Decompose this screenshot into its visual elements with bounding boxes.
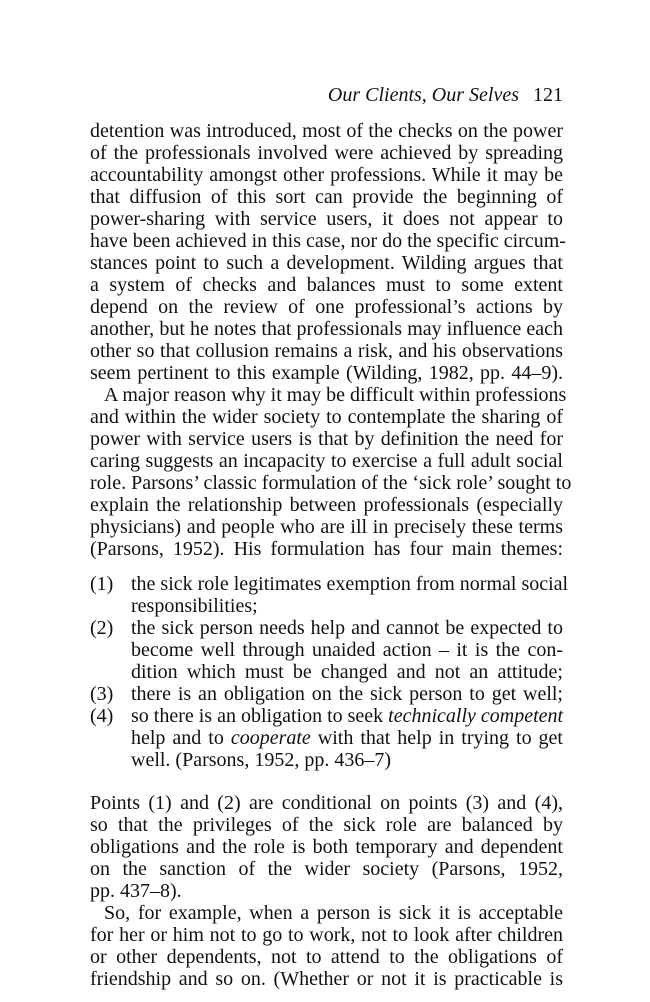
paragraph-sick-role [90, 384, 572, 560]
text-line: for her or him not to go to work, not to look after children [90, 924, 563, 946]
list-item [90, 617, 563, 683]
text-line: Points (1) and (2) are conditional on points (3) and (4), [90, 792, 563, 814]
text-line: physicians) and people who are ill in precisely these terms [90, 516, 563, 538]
text-line: that diffusion of this sort can provide the beginning of [90, 186, 563, 208]
text-line [131, 727, 563, 749]
emphasis-text: cooperate [230, 727, 311, 749]
list-item-number: (3) [90, 683, 114, 705]
spacer [90, 560, 563, 573]
themes-list [90, 573, 569, 771]
text-line: obligations and the role is both temporary and dependent [90, 836, 563, 858]
list-item-text [131, 683, 563, 705]
text-line: role. Parsons’ classic formulation of the ‘sick role’ sought to [90, 472, 572, 494]
text-run: so there is an obligation to seek [131, 705, 389, 727]
text-line: have been achieved in this case, nor do the specific circum- [90, 230, 566, 252]
text-line: friendship and so on. (Whether or not it is practicable is [90, 968, 563, 990]
text-line: other so that collusion remains a risk, and his observations [90, 340, 563, 362]
text-line: seem pertinent to this example (Wilding, 1982, pp. 44–9). [90, 362, 563, 384]
text-line: power with service users is that by definition the need for [90, 428, 563, 450]
list-item-text [131, 573, 569, 617]
text-line: A major reason why it may be difficult within professions [104, 384, 567, 406]
text-line: a system of checks and balances must to some extent [90, 274, 563, 296]
text-line: and within the wider society to contemplate the sharing of [90, 406, 563, 428]
text-line: or other dependents, not to attend to the obligations of [90, 946, 563, 968]
text-line: there is an obligation on the sick person to get well; [131, 683, 563, 705]
text-line: so that the privileges of the sick role are balanced by [90, 814, 563, 836]
text-line [131, 705, 563, 727]
text-line: another, but he notes that professionals may influence each [90, 318, 563, 340]
text-line: stances point to such a development. Wilding argues that [90, 252, 563, 274]
list-item-number: (4) [90, 705, 114, 727]
list-item [90, 573, 569, 617]
paragraph-points [90, 792, 563, 902]
text-run: help and to [131, 727, 231, 749]
text-line: depend on the review of one professional’s actions by [90, 296, 563, 318]
page-number: 121 [533, 84, 563, 106]
text-line: responsibilities; [131, 595, 258, 617]
list-item-text [131, 705, 563, 771]
text-line: pp. 437–8). [90, 880, 182, 902]
emphasis-text: technically competent [388, 705, 564, 727]
text-line: (Parsons, 1952). His formulation has four main themes: [90, 538, 563, 560]
body-text [90, 120, 572, 990]
paragraph-example [90, 902, 563, 990]
text-line: of the professionals involved were achieved by spreading [90, 142, 563, 164]
running-title: Our Clients, Our Selves [327, 84, 519, 106]
text-line: the sick person needs help and cannot be expected to [131, 617, 563, 639]
text-line: the sick role legitimates exemption from normal social [131, 573, 569, 595]
list-item [90, 683, 563, 705]
text-line: on the sanction of the wider society (Parsons, 1952, [90, 858, 563, 880]
text-line: well. (Parsons, 1952, pp. 436–7) [131, 749, 391, 771]
text-run: with that help in trying to get [310, 727, 563, 749]
list-item-number: (1) [90, 573, 114, 595]
running-header [90, 82, 563, 108]
text-line: dition which must be changed and not an attitude; [131, 661, 563, 683]
text-line: detention was introduced, most of the checks on the power [90, 120, 563, 142]
text-line: power-sharing with service users, it does not appear to [90, 208, 563, 230]
text-line: explain the relationship between professionals (especially [90, 494, 563, 516]
text-line: accountability amongst other professions. While it may be [90, 164, 563, 186]
text-line: So, for example, when a person is sick it is acceptable [104, 902, 563, 924]
list-item [90, 705, 563, 771]
text-line: become well through unaided action – it is the con- [131, 639, 563, 661]
list-item-text [131, 617, 563, 683]
list-item-number: (2) [90, 617, 114, 639]
paragraph-detention [90, 120, 566, 384]
spacer [90, 771, 563, 792]
text-line: caring suggests an incapacity to exercise a full adult social [90, 450, 563, 472]
